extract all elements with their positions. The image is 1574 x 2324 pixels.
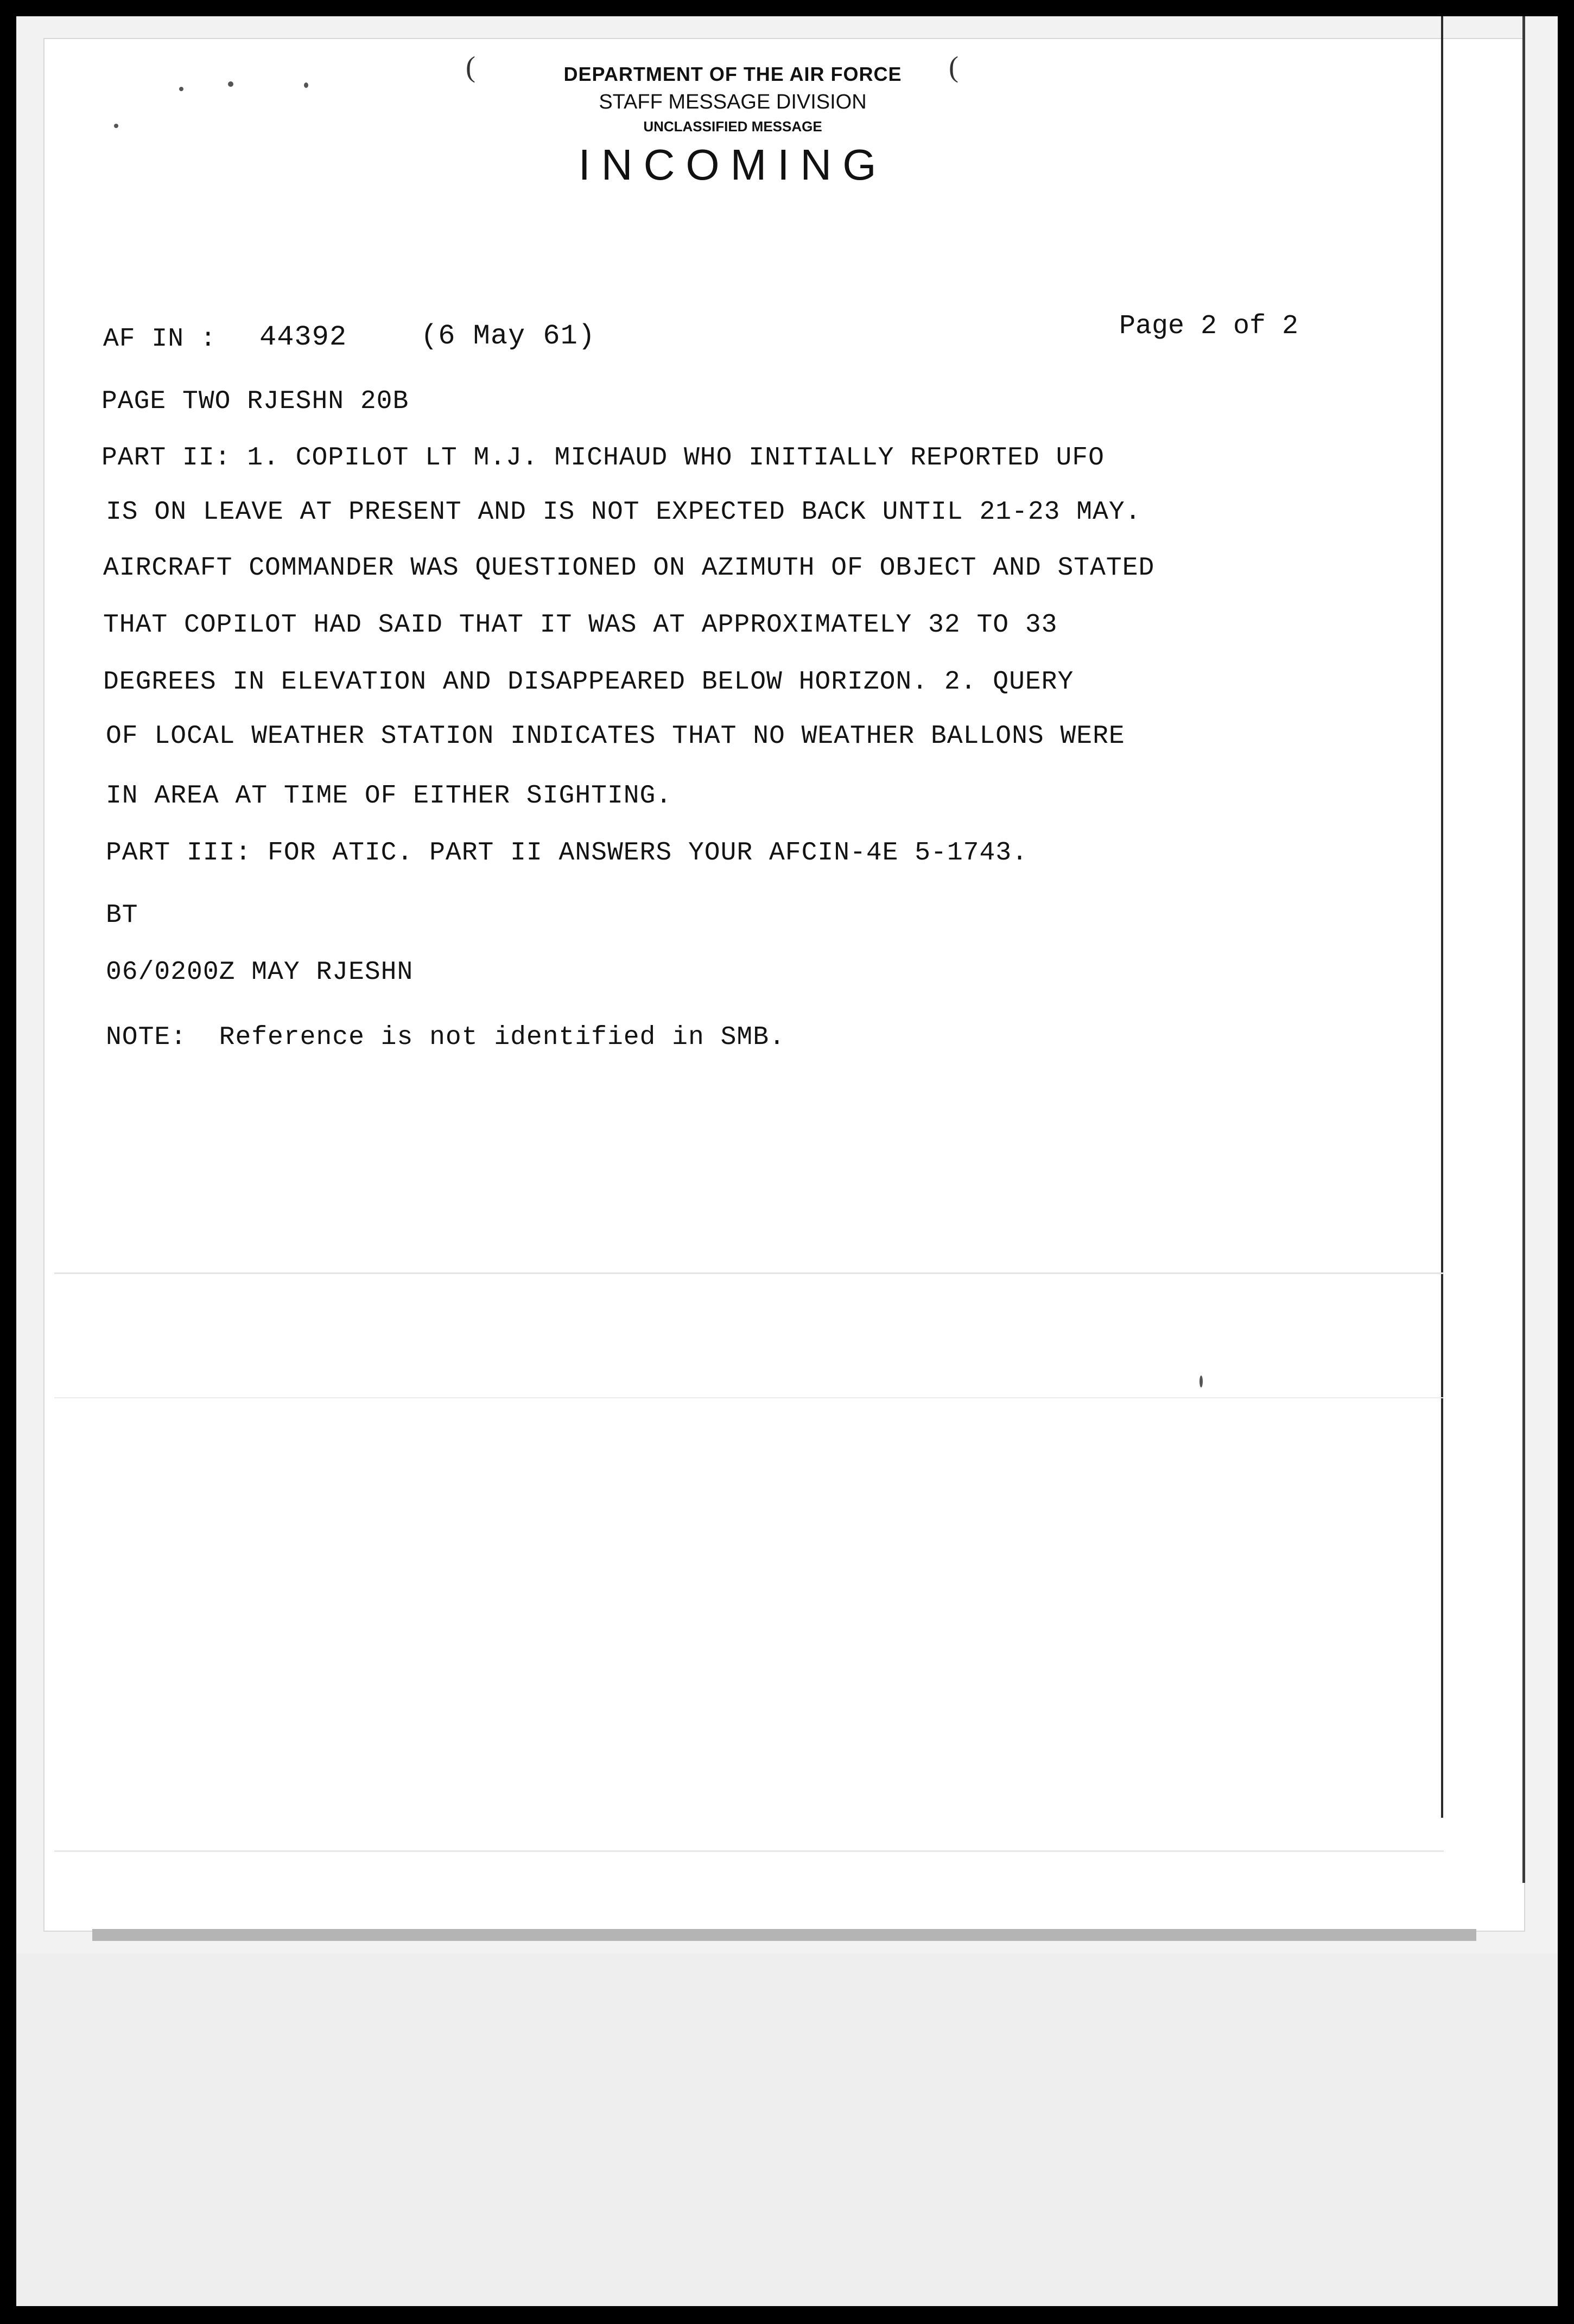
body-line: AIRCRAFT COMMANDER WAS QUESTIONED ON AZIMUTH OF OBJECT AND STATED <box>103 553 1155 583</box>
scan-speck <box>114 124 118 128</box>
scan-band <box>54 1397 1444 1398</box>
classification-label: UNCLASSIFIED MESSAGE <box>643 118 822 135</box>
message-header <box>488 61 977 191</box>
department-title: DEPARTMENT OF THE AIR FORCE <box>563 63 902 85</box>
body-line: PAGE TWO RJESHN 20B <box>101 387 409 416</box>
scan-speck <box>304 82 308 88</box>
lower-scan-area <box>16 1953 1558 2306</box>
page-edge-rule <box>1441 16 1443 1818</box>
body-line: THAT COPILOT HAD SAID THAT IT WAS AT APPROXIMATELY 32 TO 33 <box>103 610 1058 640</box>
division-title: STAFF MESSAGE DIVISION <box>599 91 867 113</box>
page-edge-rule-outer <box>1522 16 1525 1883</box>
body-line: BT <box>106 901 138 930</box>
note-line: NOTE: Reference is not identified in SMB. <box>106 1023 785 1052</box>
page-indicator: Page 2 of 2 <box>1119 311 1299 342</box>
punch-mark-right: ( <box>949 50 959 83</box>
scan-band <box>54 1850 1444 1852</box>
scan-speck <box>179 87 183 91</box>
body-line: IN AREA AT TIME OF EITHER SIGHTING. <box>106 781 672 811</box>
message-date: (6 May 61) <box>421 320 596 352</box>
af-in-label: AF IN : <box>103 324 217 354</box>
body-line: PART II: 1. COPILOT LT M.J. MICHAUD WHO INITIALLY REPORTED UFO <box>101 443 1105 473</box>
af-in-number: 44392 <box>259 321 347 353</box>
page-shadow <box>92 1929 1476 1941</box>
body-line: DEGREES IN ELEVATION AND DISAPPEARED BELOW HORIZON. 2. QUERY <box>103 667 1074 697</box>
scan-speck <box>1199 1376 1203 1387</box>
body-line: IS ON LEAVE AT PRESENT AND IS NOT EXPECTED BACK UNTIL 21-23 MAY. <box>106 498 1141 527</box>
body-line: OF LOCAL WEATHER STATION INDICATES THAT NO WEATHER BALLONS WERE <box>106 722 1125 751</box>
body-line: PART III: FOR ATIC. PART II ANSWERS YOUR AFCIN-4E 5-1743. <box>106 838 1028 868</box>
scan-band <box>54 1272 1444 1274</box>
scan-speck <box>228 81 233 87</box>
punch-mark-left: ( <box>466 50 475 83</box>
body-line: 06/0200Z MAY RJESHN <box>106 958 414 987</box>
message-type: INCOMING <box>578 141 887 189</box>
